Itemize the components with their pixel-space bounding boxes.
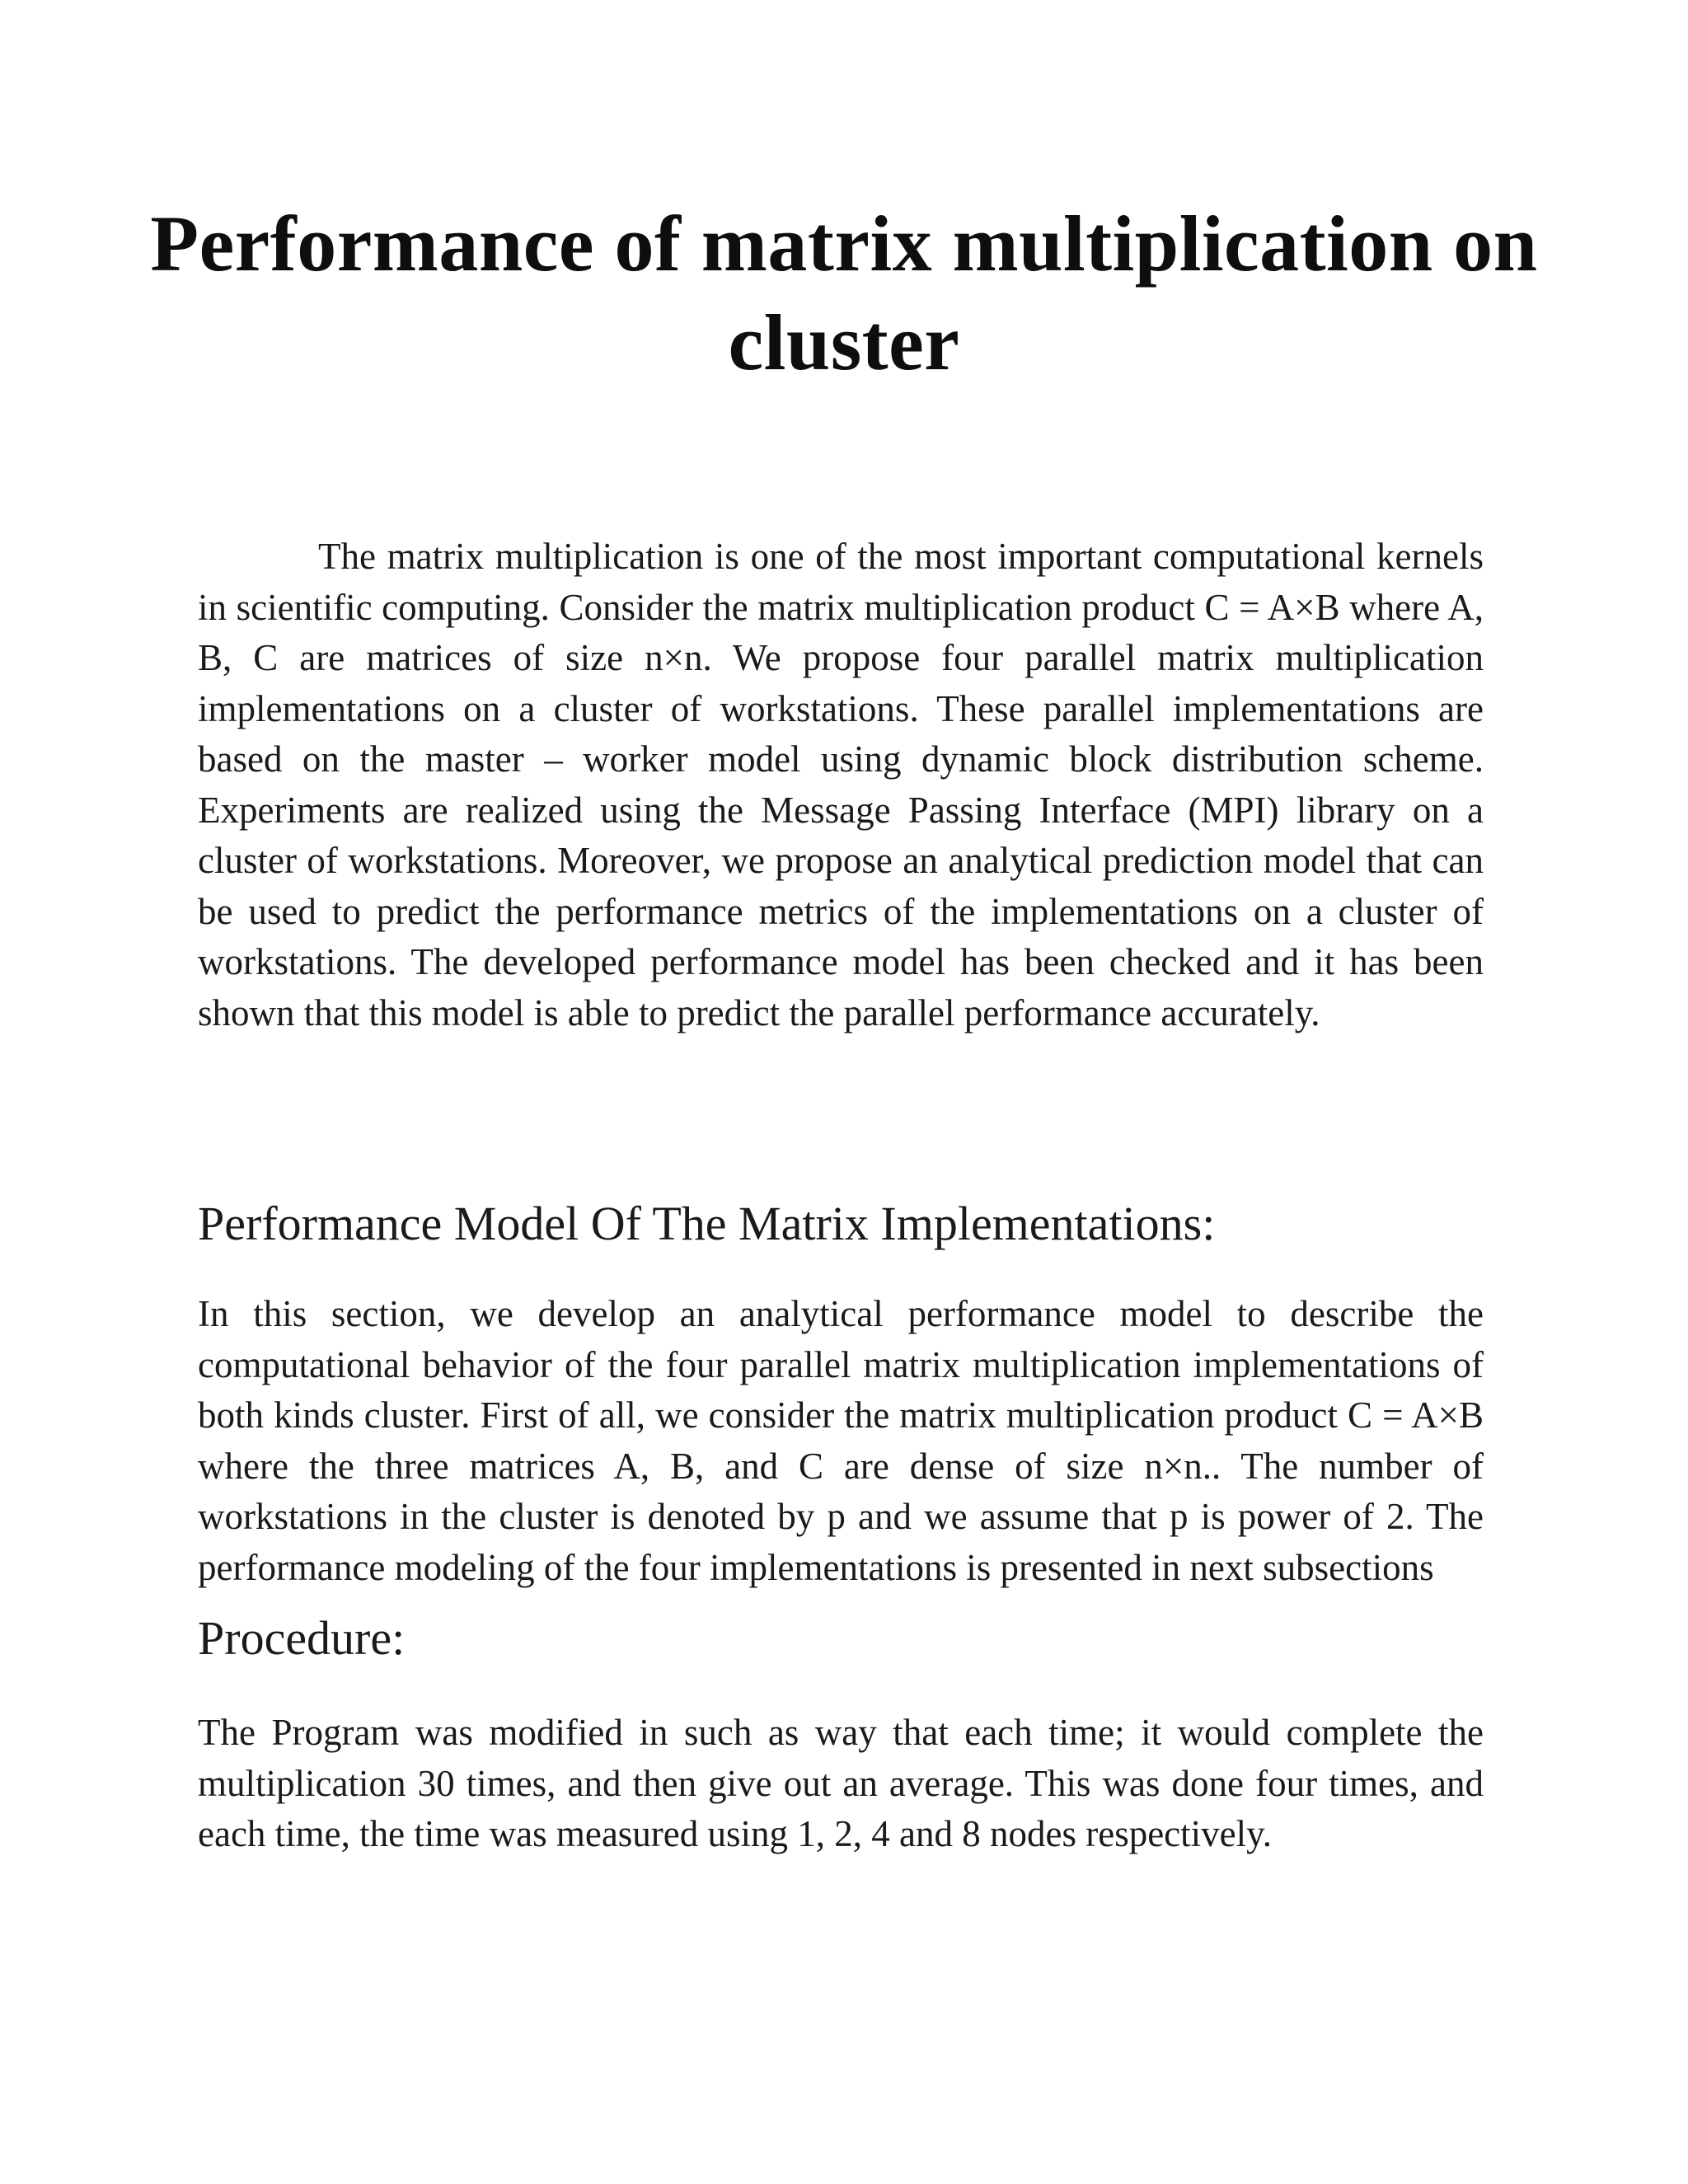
section-paragraph-performance-model: In this section, we develop an analytical performance model to describe the computational behavior of the four parallel matrix multiplication implementations of both kinds cluster. First of all, we consider the matrix multiplication product C = A×B where the three matrices A, B, and C are dense of size n×n.. The number of workstations in the cluster is denoted by p and we assume that p is power of 2. The performance modeling of the four implementations is presented in next subsections xyxy=(198,1293,1484,1588)
section-paragraph-procedure: The Program was modified in such as way that each time; it would complete the multiplication 30 times, and then give out an average. This was done four times, and each time, the time was measured using 1, 2, 4 and 8 nodes respectively. xyxy=(198,1712,1484,1854)
section-heading-performance-model: Performance Model Of The Matrix Implementations: xyxy=(198,1197,1216,1250)
section-heading-procedure: Procedure: xyxy=(198,1611,406,1665)
document-title: Performance of matrix multiplication on cluster xyxy=(150,199,1538,387)
abstract-paragraph: The matrix multiplication is one of the most important computational kernels in scientific computing. Consider the matrix multiplication product C = A×B where A, B, C are matrices of size n×n. We propose four parallel matrix multiplication implementations on a cluster of workstations. These parallel implementations are based on the master – worker model using dynamic block distribution scheme. Experiments are realized using the Message Passing Interface (MPI) library on a cluster of workstations. Moreover, we propose an analytical prediction model that can be used to predict the performance metrics of the implementations on a cluster of workstations. The developed performance model has been checked and it has been shown that this model is able to predict the parallel performance accurately. xyxy=(198,536,1484,1033)
